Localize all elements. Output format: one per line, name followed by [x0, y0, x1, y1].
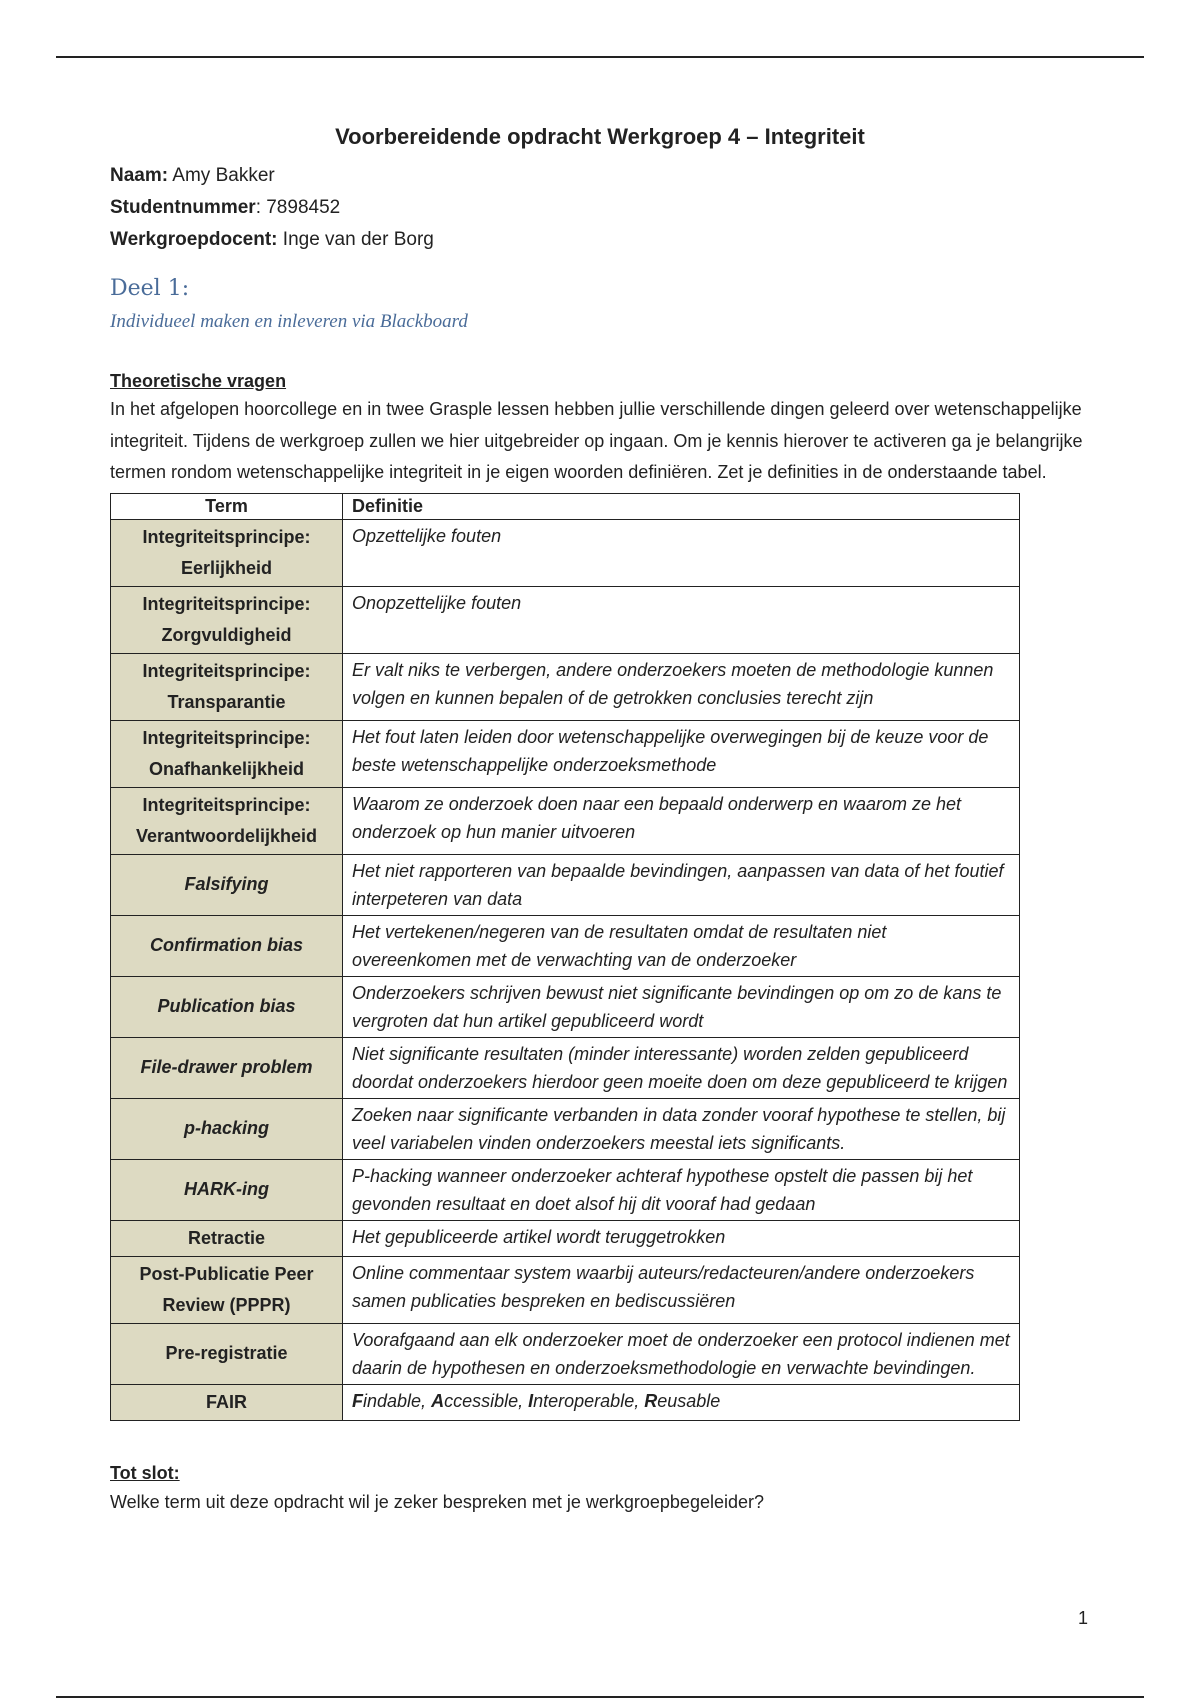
footer-rule	[56, 1696, 1144, 1698]
fair-initial-i: I	[528, 1390, 534, 1411]
definition-cell: Het gepubliceerde artikel wordt teruggetrokken	[343, 1220, 1020, 1256]
table-row	[111, 586, 1020, 653]
table-row	[111, 720, 1020, 787]
table-row	[111, 1323, 1020, 1384]
meta-name	[110, 160, 1090, 192]
table-header-row	[111, 493, 1020, 519]
fair-rest-r: eusable	[657, 1390, 721, 1411]
table-row	[111, 519, 1020, 586]
definition-cell: Zoeken naar significante verbanden in data zonder vooraf hypothese te stellen, bij veel variabelen vinden onderzoekers meestal iets significants.	[343, 1098, 1020, 1159]
meta-name-value: Amy Bakker	[168, 165, 275, 186]
definition-cell: Niet significante resultaten (minder interessante) worden zelden gepubliceerd doordat onderzoekers hierdoor geen moeite doen om deze gepubliceerd te krijgen	[343, 1037, 1020, 1098]
section-heading: Theoretische vragen	[110, 371, 287, 391]
meta-student-number-label: Studentnummer	[110, 197, 256, 218]
table-row	[111, 1256, 1020, 1323]
intro-paragraph: In het afgelopen hoorcollege en in twee Grasple lessen hebben jullie verschillende dingen geleerd over wetenschappelijke integriteit. Tijdens de werkgroep zullen we hier uitgebreider op ingaan. Om je kennis hierover te activeren ga je belangrijke termen rondom wetenschappelijke integriteit in je eigen woorden definiëren. Zet je definities in de onderstaande tabel.	[110, 399, 1083, 482]
definition-cell: Het fout laten leiden door wetenschappelijke overwegingen bij de keuze voor de beste wetenschappelijke onderzoeksmethode	[343, 720, 1020, 787]
definition-cell: Waarom ze onderzoek doen naar een bepaald onderwerp en waarom ze het onderzoek op hun manier uitvoeren	[343, 787, 1020, 854]
term-cell: File-drawer problem	[111, 1037, 343, 1098]
term-column-header: Term	[111, 493, 343, 519]
fair-rest-f: indable,	[363, 1390, 432, 1411]
fair-initial-f: F	[352, 1390, 363, 1411]
term-cell: FAIR	[111, 1384, 343, 1420]
table-row	[111, 653, 1020, 720]
term-cell: Post-Publicatie Peer Review (PPPR)	[111, 1256, 343, 1323]
term-cell: Confirmation bias	[111, 915, 343, 976]
definition-cell: Er valt niks te verbergen, andere onderzoekers moeten de methodologie kunnen volgen en kunnen bepalen of de getrokken conclusies terecht zijn	[343, 653, 1020, 720]
meta-student-number	[110, 192, 1090, 224]
closing-heading: Tot slot:	[110, 1462, 180, 1483]
term-cell: Integriteitsprincipe: Onafhankelijkheid	[111, 720, 343, 787]
fair-initial-a: A	[431, 1390, 445, 1411]
term-cell: HARK-ing	[111, 1159, 343, 1220]
definition-cell	[343, 1384, 1020, 1420]
document-body	[110, 124, 1090, 1513]
table-row	[111, 915, 1020, 976]
header-rule	[56, 56, 1144, 58]
part-subheading: Individueel maken en inleveren via Blackboard	[110, 311, 468, 332]
definition-cell: Het niet rapporteren van bepaalde bevindingen, aanpassen van data of het foutief interpeteren van data	[343, 854, 1020, 915]
meta-teacher-label: Werkgroepdocent:	[110, 229, 278, 250]
term-cell: p-hacking	[111, 1098, 343, 1159]
page-number: 1	[1077, 1608, 1088, 1628]
fair-initial-r: R	[644, 1390, 658, 1411]
definition-cell: Opzettelijke fouten	[343, 519, 1020, 586]
definition-column-header: Definitie	[343, 493, 1020, 519]
term-cell: Pre-registratie	[111, 1323, 343, 1384]
fair-rest-a: ccessible,	[444, 1390, 529, 1411]
table-row	[111, 1220, 1020, 1256]
term-cell: Integriteitsprincipe: Eerlijkheid	[111, 519, 343, 586]
part-heading: Deel 1:	[110, 276, 190, 301]
table-row	[111, 1098, 1020, 1159]
document-title: Voorbereidende opdracht Werkgroep 4 – Integriteit	[335, 124, 865, 149]
table-row	[111, 976, 1020, 1037]
term-cell: Integriteitsprincipe: Transparantie	[111, 653, 343, 720]
meta-name-label: Naam:	[110, 165, 169, 186]
table-row	[111, 854, 1020, 915]
definition-cell: Onopzettelijke fouten	[343, 586, 1020, 653]
definition-cell: Voorafgaand aan elk onderzoeker moet de onderzoeker een protocol indienen met daarin de hypothesen en onderzoeksmethodologie en verwachte bevindingen.	[343, 1323, 1020, 1384]
fair-rest-i: nteroperable,	[533, 1390, 645, 1411]
table-row	[111, 1159, 1020, 1220]
definition-cell: Het vertekenen/negeren van de resultaten omdat de resultaten niet overeenkomen met de verwachting van de onderzoeker	[343, 915, 1020, 976]
term-cell: Publication bias	[111, 976, 343, 1037]
definitions-table	[110, 493, 1020, 1421]
meta-teacher	[110, 224, 1090, 256]
table-row	[111, 1037, 1020, 1098]
table-row	[111, 787, 1020, 854]
table-row-fair	[111, 1384, 1020, 1420]
term-cell: Falsifying	[111, 854, 343, 915]
term-cell: Integriteitsprincipe: Zorgvuldigheid	[111, 586, 343, 653]
term-cell: Retractie	[111, 1220, 343, 1256]
closing-question: Welke term uit deze opdracht wil je zeker bespreken met je werkgroepbegeleider?	[110, 1491, 765, 1512]
definition-cell: Onderzoekers schrijven bewust niet significante bevindingen op om zo de kans te vergroten dat hun artikel gepubliceerd wordt	[343, 976, 1020, 1037]
definition-cell: P-hacking wanneer onderzoeker achteraf hypothese opstelt die passen bij het gevonden resultaat en doet alsof hij dit vooraf had gedaan	[343, 1159, 1020, 1220]
meta-student-number-value: : 7898452	[255, 197, 341, 218]
meta-teacher-value: Inge van der Borg	[277, 229, 434, 250]
definition-cell: Online commentaar system waarbij auteurs/redacteuren/andere onderzoekers samen publicaties bespreken en bediscussiëren	[343, 1256, 1020, 1323]
term-cell: Integriteitsprincipe: Verantwoordelijkheid	[111, 787, 343, 854]
